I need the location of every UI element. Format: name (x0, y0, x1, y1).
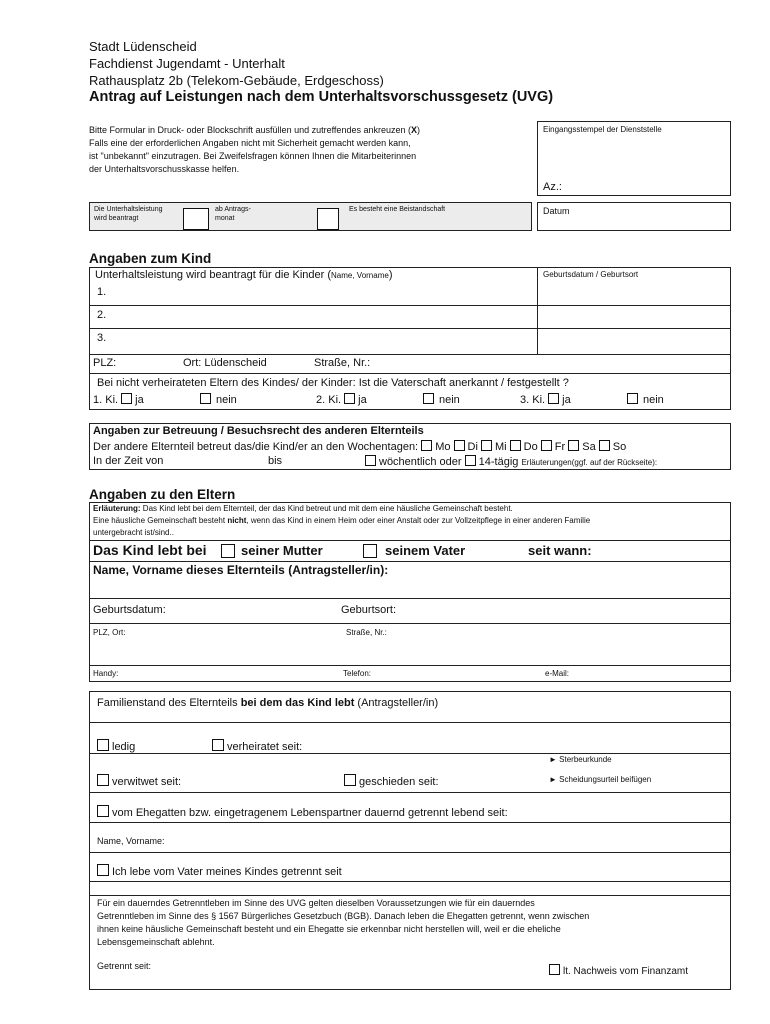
familie-line-6 (89, 881, 731, 882)
eltern-erl-line-3: untergebracht ist/sind.. (93, 528, 174, 537)
zeit-von-label: In der Zeit von (93, 455, 164, 467)
ki1-label: 1. Ki. (93, 394, 119, 406)
zeit-bis-label: bis (268, 455, 283, 467)
eltern-plz-ort-label[interactable]: PLZ, Ort: (93, 628, 126, 637)
beistandschaft-label: Es besteht eine Beistandschaft (349, 206, 446, 213)
ki2-ja-label: ja (358, 394, 367, 406)
eltern-heading: Angaben zu den Eltern (89, 487, 236, 502)
intro-x: X (410, 125, 417, 135)
getrennt-ehegatte-label: vom Ehegatten bzw. eingetragenem Lebenspartner dauernd getrennt lebend seit: (112, 807, 508, 819)
geburtsort-label[interactable]: Geburtsort: (341, 604, 397, 616)
vierzehntaegig-checkbox[interactable] (465, 455, 476, 466)
elternteil-name-label: Name, Vorname dieses Elternteils (Antragsteller/in): (93, 563, 389, 577)
verwitwet-label: verwitwet seit: (112, 776, 182, 788)
antragsmonat-label-1: ab Antrags- (215, 206, 251, 213)
header-line-2: Fachdienst Jugendamt - Unterhalt (89, 56, 285, 71)
ki2-ja-checkbox[interactable] (344, 393, 355, 404)
getrennt-para-2: Getrenntleben im Sinne des § 1567 Bürgerliches Gesetzbuch (BGB). Danach leben die Ehegatten getrennt, wenn zwischen (97, 911, 590, 921)
verheiratet-group (212, 739, 302, 753)
intro-line-1 (89, 125, 420, 135)
antragsmonat-label-2: monat (215, 215, 235, 222)
intro-line-2: Falls eine der erforderlichen Angaben nicht mit Sicherheit gemacht werden kann, (89, 138, 411, 148)
ki2-nein-checkbox[interactable] (423, 393, 434, 404)
eltern-erl-text-2a: Eine häusliche Gemeinschaft besteht (93, 516, 228, 525)
sterbeurkunde-note: ► Sterbeurkunde (549, 755, 612, 764)
familie-line-3 (89, 792, 731, 793)
geburtsdatum-col-header: Geburtsdatum / Geburtsort (543, 270, 639, 279)
day-mo-label: Mo (435, 441, 451, 453)
day-do-checkbox[interactable] (510, 440, 521, 451)
eltern-strasse-label[interactable]: Straße, Nr.: (346, 628, 387, 637)
intro-text-a: Bitte Formular in Druck- oder Blockschrift ausfüllen und zutreffendes ankreuzen ( (89, 125, 411, 135)
kind-row-line-1 (89, 305, 731, 306)
page-title: Antrag auf Leistungen nach dem Unterhaltsvorschussgesetz (UVG) (89, 89, 554, 105)
betreuung-line-1 (93, 440, 626, 453)
kind-col-header-b: Name, Vorname (331, 271, 389, 280)
wochentage-label: Der andere Elternteil betreut das/die Kind/er an den Wochentagen: (93, 441, 419, 453)
kind-row-2[interactable]: 2. (97, 309, 107, 321)
kind-ort-label: Ort: Lüdenscheid (183, 357, 267, 369)
verheiratet-checkbox[interactable] (212, 739, 224, 751)
ki3-label: 3. Ki. (520, 394, 546, 406)
vater-getrennt-label: Ich lebe vom Vater meines Kindes getrennt seit (112, 866, 342, 878)
eltern-erl-bold: Erläuterung: (93, 504, 141, 513)
kind-table-col-divider (537, 267, 538, 354)
day-mo-checkbox[interactable] (421, 440, 432, 451)
az-label: Az.: (543, 181, 562, 193)
day-di-label: Di (467, 441, 478, 453)
getrennt-ehegatte-checkbox[interactable] (97, 805, 109, 817)
verwitwet-group (97, 774, 181, 788)
day-di-checkbox[interactable] (454, 440, 465, 451)
mutter-label: seiner Mutter (241, 543, 323, 558)
vierzehntaegig-label: 14-tägig (478, 456, 519, 468)
ki3-group (520, 393, 571, 406)
ki1-nein-group (200, 393, 237, 406)
eltern-erl-line-2 (93, 516, 590, 525)
kind-row-1[interactable]: 1. (97, 286, 107, 298)
getrennt-ehegatte-group (97, 805, 508, 819)
ki2-nein-group (423, 393, 460, 406)
kind-col-header-c: ) (388, 269, 393, 281)
day-mi-checkbox[interactable] (481, 440, 492, 451)
ki3-nein-group (627, 393, 664, 406)
eltern-erl-text-1: Das Kind lebt bei dem Elternteil, der das Kind betreut und mit dem eine häusliche Gemeinschaft besteht. (140, 504, 513, 513)
ki2-group (316, 393, 367, 406)
intro-line-3: ist "unbekannt" einzutragen. Bei Zweifelsfragen können Ihnen die Mitarbeiterinnen (89, 151, 417, 161)
getrennt-para-4: Lebensgemeinschaft ablehnt. (97, 937, 215, 947)
nachweis-group (549, 964, 688, 977)
familienstand-title-c: (Antragsteller/in) (354, 697, 439, 709)
beantrag-checkbox[interactable] (183, 208, 209, 230)
getrennt-para-1: Für ein dauerndes Getrenntleben im Sinne des UVG gelten dieselben Voraussetzungen wie für ein dauerndes (97, 898, 535, 908)
vaterschaft-question: Bei nicht verheirateten Eltern des Kindes/ der Kinder: Ist die Vaterschaft anerkannt / festgestellt ? (97, 377, 569, 389)
kind-row-line-2 (89, 328, 731, 329)
vater-checkbox[interactable] (363, 544, 377, 558)
eltern-line-2 (89, 561, 731, 562)
ledig-checkbox[interactable] (97, 739, 109, 751)
intro-text-c: ) (417, 125, 420, 135)
ki2-nein-label: nein (439, 394, 460, 406)
email-label[interactable]: e-Mail: (545, 669, 570, 678)
nachweis-label: lt. Nachweis vom Finanzamt (563, 966, 689, 977)
kind-row-line-4 (89, 373, 731, 374)
beantrag-label-1: Die Unterhaltsleistung (94, 206, 163, 213)
familienstand-title-a: Familienstand des Elternteils (97, 697, 241, 709)
geschieden-group (344, 774, 439, 788)
day-so-label: So (612, 441, 627, 453)
eltern-line-1 (89, 540, 731, 541)
day-sa-label: Sa (582, 441, 596, 453)
ki1-ja-label: ja (135, 394, 144, 406)
kind-plz-label[interactable]: PLZ: (93, 357, 117, 369)
familie-line-7 (89, 895, 731, 896)
ledig-label: ledig (112, 741, 136, 753)
ki1-nein-checkbox[interactable] (200, 393, 211, 404)
kind-col-header (95, 269, 393, 281)
nachweis-checkbox[interactable] (549, 964, 560, 975)
telefon-label[interactable]: Telefon: (343, 669, 372, 678)
seit-wann-label: seit wann: (528, 543, 592, 558)
erlaeuterungen-label: Erläuterungen(ggf. auf der Rückseite): (521, 458, 658, 467)
familie-line-4 (89, 822, 731, 823)
eltern-line-3 (89, 598, 731, 599)
ehegatte-name-label[interactable]: Name, Vorname: (97, 836, 165, 846)
header-line-3: Rathausplatz 2b (Telekom-Gebäude, Erdgeschoss) (89, 73, 384, 88)
beantrag-label-2: wird beantragt (94, 215, 139, 222)
geschieden-checkbox[interactable] (344, 774, 356, 786)
day-so-checkbox[interactable] (599, 440, 610, 451)
eltern-erl-nicht: nicht (227, 516, 247, 525)
mutter-checkbox[interactable] (221, 544, 235, 558)
woechentlich-checkbox[interactable] (365, 455, 376, 466)
familie-line-1 (89, 722, 731, 723)
ki3-nein-label: nein (643, 394, 664, 406)
woechentlich-label: wöchentlich oder (379, 456, 462, 468)
geschieden-label: geschieden seit: (359, 776, 439, 788)
ledig-group (97, 739, 135, 753)
getrennt-para-3: ihnen keine häusliche Gemeinschaft besteht und ein Ehegatte sie erkennbar nicht herstellen will, weil er die eheliche (97, 924, 561, 934)
betreuung-heading: Angaben zur Betreuung / Besuchsrecht des anderen Elternteils (93, 425, 424, 437)
kind-heading: Angaben zum Kind (89, 251, 212, 266)
eltern-erl-text-2c: , wenn das Kind in einem Heim oder einer Anstalt oder zur Vollzeitpflege in einer anderen Familie (246, 516, 591, 525)
familie-line-5 (89, 852, 731, 853)
scheidungsurteil-note: ► Scheidungsurteil beifügen (549, 775, 652, 784)
day-mi-label: Mi (494, 441, 507, 453)
kind-strasse-label[interactable]: Straße, Nr.: (314, 357, 371, 369)
ki2-label: 2. Ki. (316, 394, 342, 406)
day-sa-checkbox[interactable] (568, 440, 579, 451)
beistandschaft-checkbox[interactable] (317, 208, 339, 230)
kind-row-line-3 (89, 354, 731, 355)
ki3-ja-label: ja (562, 394, 571, 406)
header-line-1: Stadt Lüdenscheid (89, 39, 197, 54)
eltern-line-4 (89, 623, 731, 624)
verheiratet-label: verheiratet seit: (227, 741, 303, 753)
lebt-bei-label: Das Kind lebt bei (93, 542, 207, 558)
rhythmus-group (365, 455, 657, 468)
kind-col-header-a: Unterhaltsleistung wird beantragt für die Kinder ( (95, 269, 332, 281)
eltern-line-5 (89, 665, 731, 666)
kind-row-3[interactable]: 3. (97, 332, 107, 344)
vater-getrennt-group (97, 864, 342, 878)
intro-line-4: der Unterhaltsvorschusskasse helfen. (89, 164, 240, 174)
ki3-nein-checkbox[interactable] (627, 393, 638, 404)
eltern-table (89, 502, 731, 682)
datum-label: Datum (543, 206, 570, 216)
ki1-nein-label: nein (216, 394, 237, 406)
familie-line-2 (89, 753, 731, 754)
geburtsdatum-label[interactable]: Geburtsdatum: (93, 604, 166, 616)
ki1-group (93, 393, 144, 406)
day-do-label: Do (523, 441, 538, 453)
familienstand-title (97, 697, 438, 709)
getrennt-seit-label[interactable]: Getrennt seit: (97, 961, 152, 971)
handy-label[interactable]: Handy: (93, 669, 119, 678)
vater-label: seinem Vater (385, 543, 466, 558)
eltern-erl-line-1 (93, 504, 513, 513)
stamp-label: Eingangsstempel der Dienststelle (543, 125, 662, 134)
day-fr-checkbox[interactable] (541, 440, 552, 451)
day-fr-label: Fr (554, 441, 566, 453)
ki3-ja-checkbox[interactable] (548, 393, 559, 404)
familienstand-title-b: bei dem das Kind lebt (240, 697, 355, 709)
vater-getrennt-checkbox[interactable] (97, 864, 109, 876)
ki1-ja-checkbox[interactable] (121, 393, 132, 404)
verwitwet-checkbox[interactable] (97, 774, 109, 786)
